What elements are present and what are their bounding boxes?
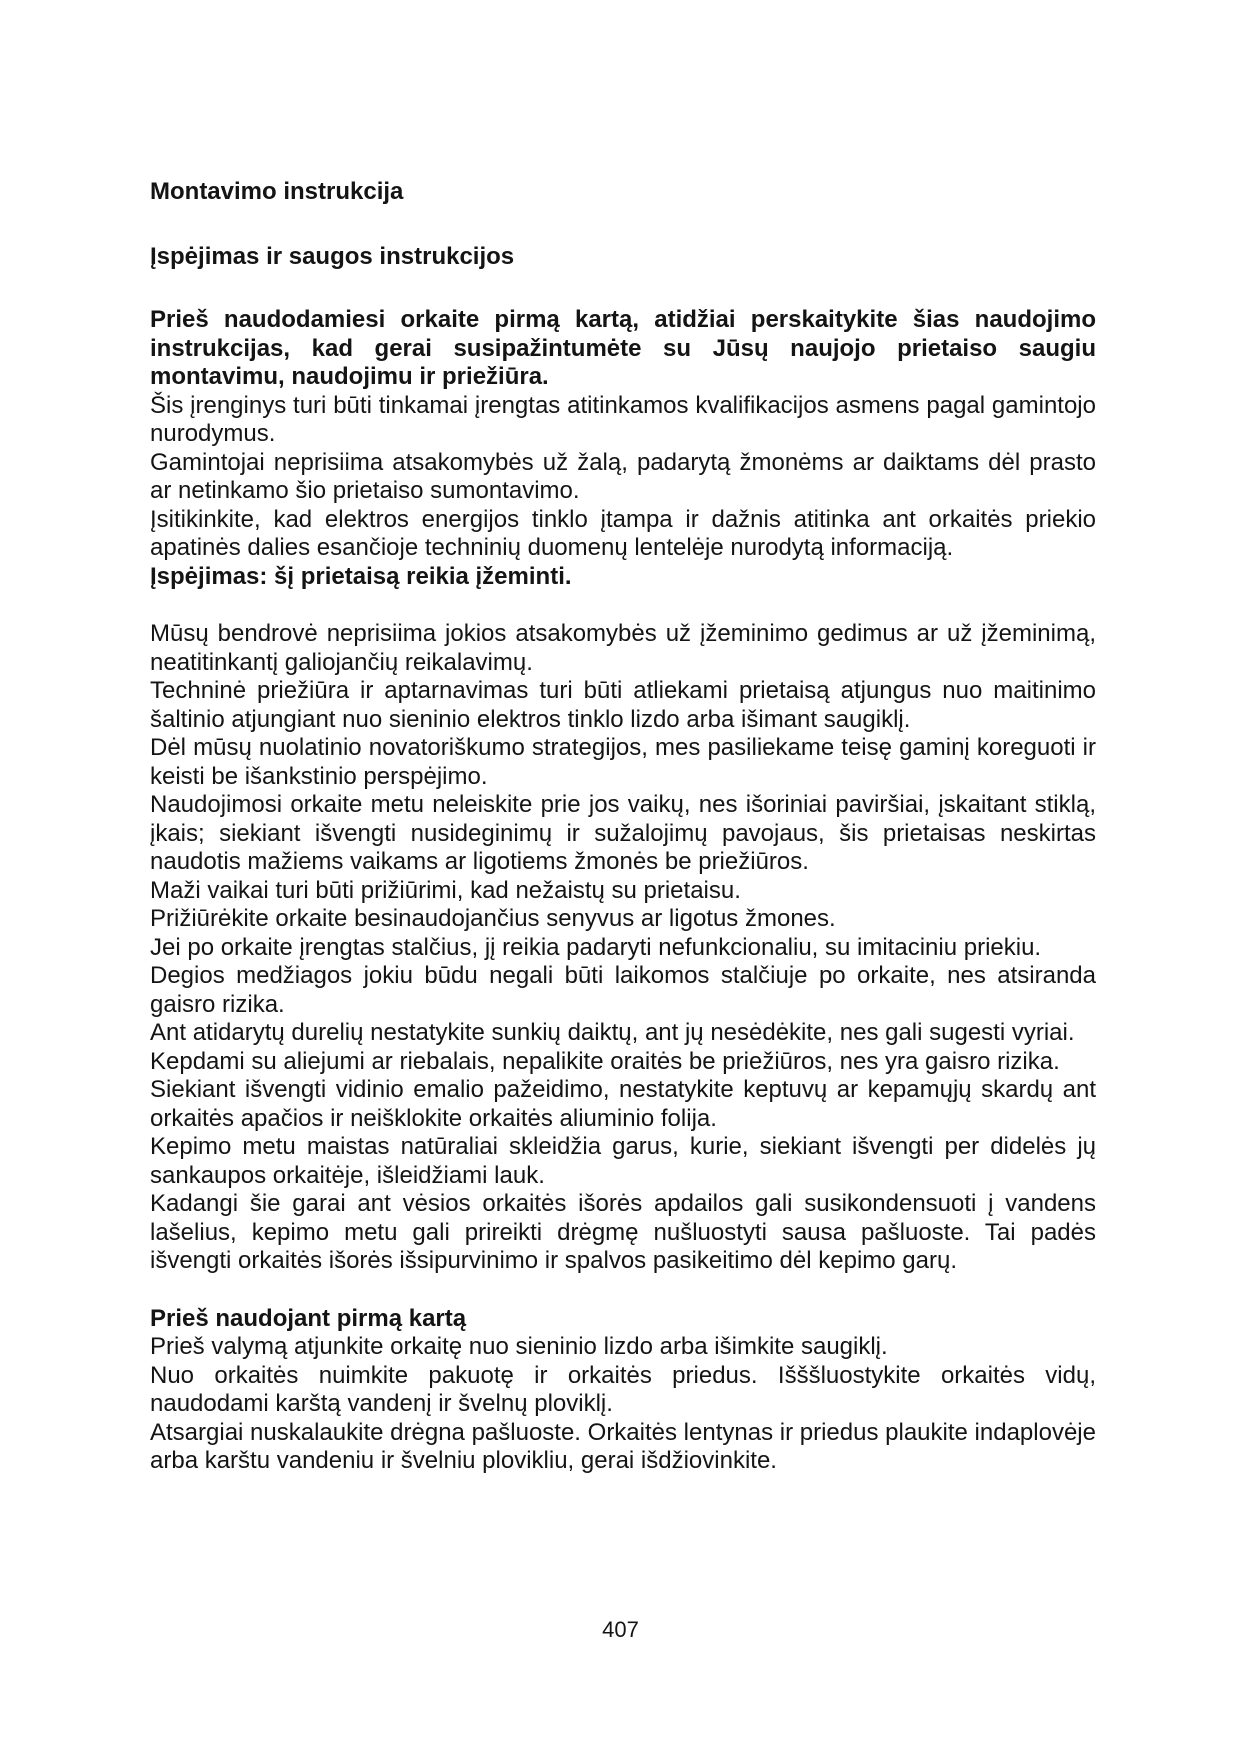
document-title: Montavimo instrukcija (150, 178, 404, 205)
paragraph: Degios medžiagos jokiu būdu negali būti laikomos stalčiuje po orkaite, nes atsiranda gaisro rizika. (150, 962, 1096, 1018)
paragraph: Maži vaikai turi būti prižiūrimi, kad nežaistų su prietaisu. (150, 876, 741, 904)
paragraph: Gamintojai neprisiima atsakomybės už žalą, padarytą žmonėms ar daiktams dėl prasto ar netinkamo šio prietaiso sumontavimo. (150, 448, 1096, 504)
paragraph: Dėl mūsų nuolatinio novatoriškumo strategijos, mes pasiliekame teisę gaminį koreguoti ir keisti be išankstinio perspėjimo. (150, 734, 1096, 790)
paragraph: Techninė priežiūra ir aptarnavimas turi būti atliekami prietaisą atjungus nuo maitinimo šaltinio atjungiant nuo sieninio elektros tinklo lizdo arba išimant saugiklį. (150, 677, 1096, 733)
first-use-heading: Prieš naudojant pirmą kartą (150, 1304, 467, 1332)
paragraph: Kepdami su aliejumi ar riebalais, nepalikite oraitės be priežiūros, nes yra gaisro rizika. (150, 1047, 1060, 1075)
paragraph: Mūsų bendrovė neprisiima jokios atsakomybės už įžeminimo gedimus ar už įžeminimą, neatitinkantį galiojančių reikalavimų. (150, 620, 1096, 676)
paragraph: Naudojimosi orkaite metu neleiskite prie jos vaikų, nes išoriniai paviršiai, įskaitant stiklą, įkais; siekiant išvengti nusideginimų ir sužalojimų pavojaus, šis prietaisas neskirtas naudotis mažiems vaikams ar ligotiems žmonės be priežiūros. (150, 791, 1096, 875)
paragraph: Nuo orkaitės nuimkite pakuotę ir orkaitės priedus. Išššluostykite orkaitės vidų, naudodami karštą vandenį ir švelnų ploviklį. (150, 1361, 1096, 1417)
paragraph: Jei po orkaite įrengtas stalčius, jį reikia padaryti nefunkcionaliu, su imitaciniu priekiu. (150, 933, 1042, 961)
paragraph: Siekiant išvengti vidinio emalio pažeidimo, nestatykite keptuvų ar kepamųjų skardų ant orkaitės apačios ir neišklokite orkaitės aliuminio folija. (150, 1076, 1096, 1132)
paragraph: Prižiūrėkite orkaite besinaudojančius senyvus ar ligotus žmones. (150, 905, 836, 932)
grounding-warning: Įspėjimas: šį prietaisą reikia įžeminti. (150, 562, 572, 590)
safety-heading: Įspėjimas ir saugos instrukcijos (150, 242, 515, 270)
paragraph: Atsargiai nuskalaukite drėgna pašluoste. Orkaitės lentynas ir priedus plaukite indaplovėje arba karštu vandeniu ir švelniu plovikliu, gerai išdžiovinkite. (150, 1418, 1096, 1474)
paragraph: Ant atidarytų durelių nestatykite sunkių daiktų, ant jų nesėdėkite, nes gali sugesti vyriai. (150, 1019, 1075, 1046)
intro-paragraph: Prieš naudodamiesi orkaite pirmą kartą, atidžiai perskaitykite šias naudojimo instrukcijas, kad gerai susipažintumėte su Jūsų naujojo prietaiso saugiu montavimu, naudojimu ir priežiūra. (150, 306, 1096, 390)
page-number: 407 (602, 1617, 639, 1642)
paragraph: Šis įrenginys turi būti tinkamai įrengtas atitinkamos kvalifikacijos asmens pagal gamintojo nurodymus. (150, 391, 1096, 447)
paragraph: Įsitikinkite, kad elektros energijos tinklo įtampa ir dažnis atitinka ant orkaitės priekio apatinės dalies esančioje techninių duomenų lentelėje nurodytą informaciją. (150, 505, 1096, 561)
paragraph: Prieš valymą atjunkite orkaitę nuo sieninio lizdo arba išimkite saugiklį. (150, 1333, 888, 1360)
paragraph: Kadangi šie garai ant vėsios orkaitės išorės apdailos gali susikondensuoti į vandens lašelius, kepimo metu gali prireikti drėgmę nušluostyti sausa pašluoste. Tai padės išvengti orkaitės išorės išsipurvinimo ir spalvos pasikeitimo dėl kepimo garų. (150, 1190, 1096, 1274)
document-page (150, 178, 1096, 1476)
paragraph: Kepimo metu maistas natūraliai skleidžia garus, kurie, siekiant išvengti per didelės jų sankaupos orkaitėje, išleidžiami lauk. (150, 1133, 1096, 1189)
